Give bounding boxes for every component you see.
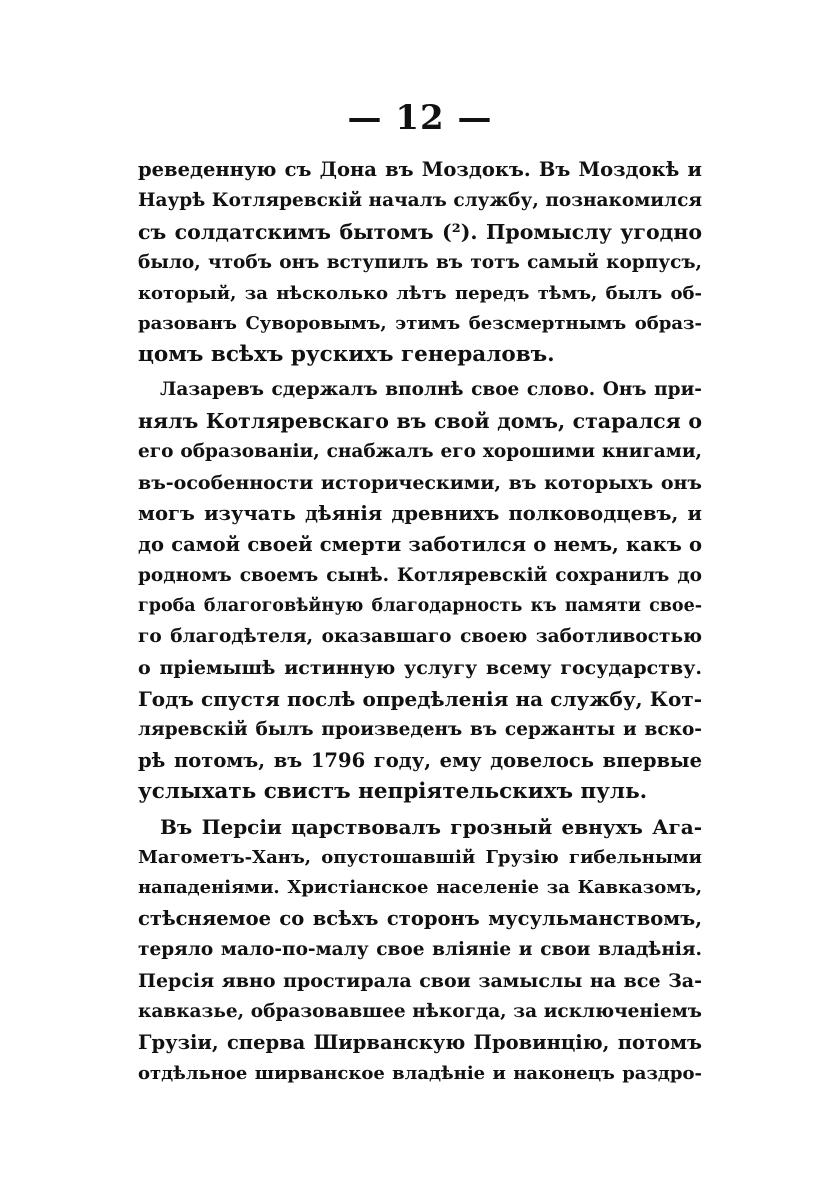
text-line: Въ Персіи царствовалъ грозный евнухъ Ага- bbox=[160, 814, 702, 839]
text-line: реведенную съ Дона въ Моздокъ. Въ Моздокѣ и bbox=[138, 158, 702, 181]
text-line: нялъ Котляревскаго въ свой домъ, старался о bbox=[138, 409, 702, 434]
text-line: отдѣльное ширванское владѣніе и наконецъ раздро- bbox=[138, 1062, 702, 1084]
text-line: до самой своей смерти заботился о немъ, какъ о bbox=[138, 532, 702, 556]
paragraph-3 bbox=[138, 812, 702, 1090]
text-line: цомъ всѣхъ рускихъ генераловъ. bbox=[138, 342, 555, 368]
text-line: теряло мало-по-малу свое вліяніе и свои владѣнія. bbox=[138, 939, 702, 961]
text-line: услыхать свистъ непріятельскихъ пуль. bbox=[138, 778, 648, 804]
text-line: го благодѣтеля, оказавшаго своею заботливостью bbox=[138, 626, 702, 648]
text-line: разованъ Суворовымъ, этимъ безсмертнымъ образ- bbox=[138, 313, 702, 335]
text-line: было, чтобъ онъ вступилъ въ тотъ самый корпусъ, bbox=[138, 251, 702, 273]
text-line: Лазаревъ сдержалъ вполнѣ свое слово. Онъ при- bbox=[160, 379, 702, 401]
paragraph-1 bbox=[138, 155, 702, 371]
text-line: о пріемышѣ истинную услугу всему государству. bbox=[138, 657, 702, 680]
text-line: кавказье, образовавшее нѣкогда, за исключеніемъ bbox=[138, 1001, 702, 1023]
text-line: стѣсняемое со всѣхъ сторонъ мусульманствомъ, bbox=[138, 907, 702, 931]
text-line: могъ изучать дѣянія древнихъ полководцевъ, и bbox=[138, 501, 702, 525]
text-line: его образованіи, снабжалъ его хорошими книгами, bbox=[138, 441, 702, 463]
paragraph-2 bbox=[138, 375, 702, 807]
text-line: нападеніями. Христіанское населеніе за Кавказомъ, bbox=[138, 877, 702, 899]
text-line: Магометъ-Ханъ, опустошавшій Грузію гибельными bbox=[138, 846, 702, 868]
text-line: Годъ спустя послѣ опредѣленія на службу, Кот- bbox=[138, 687, 702, 712]
text-line: рѣ потомъ, въ 1796 году, ему довелось впервые bbox=[138, 748, 702, 772]
text-line: съ солдатскимъ бытомъ (²). Промыслу угодно bbox=[138, 219, 702, 244]
text-line: гроба благоговѣйную благодарность къ памяти свое- bbox=[138, 596, 702, 617]
text-line: въ-особенности историческими, въ которыхъ онъ bbox=[138, 471, 702, 494]
text-line: ляревскій былъ произведенъ въ сержанты и вско- bbox=[138, 719, 702, 741]
text-line: Наурѣ Котляревскій началъ службу, познакомился bbox=[138, 189, 702, 211]
text-line: Грузіи, сперва Ширванскую Провинцію, потомъ bbox=[138, 1030, 702, 1054]
page-number: — 12 — bbox=[347, 98, 493, 138]
text-line: родномъ своемъ сынѣ. Котляревскій сохранилъ до bbox=[138, 564, 702, 586]
body-text bbox=[138, 155, 702, 1090]
text-line: который, за нѣсколько лѣтъ передъ тѣмъ, былъ об- bbox=[138, 282, 702, 304]
text-line: Персія явно простирала свои замыслы на все За- bbox=[138, 970, 702, 993]
